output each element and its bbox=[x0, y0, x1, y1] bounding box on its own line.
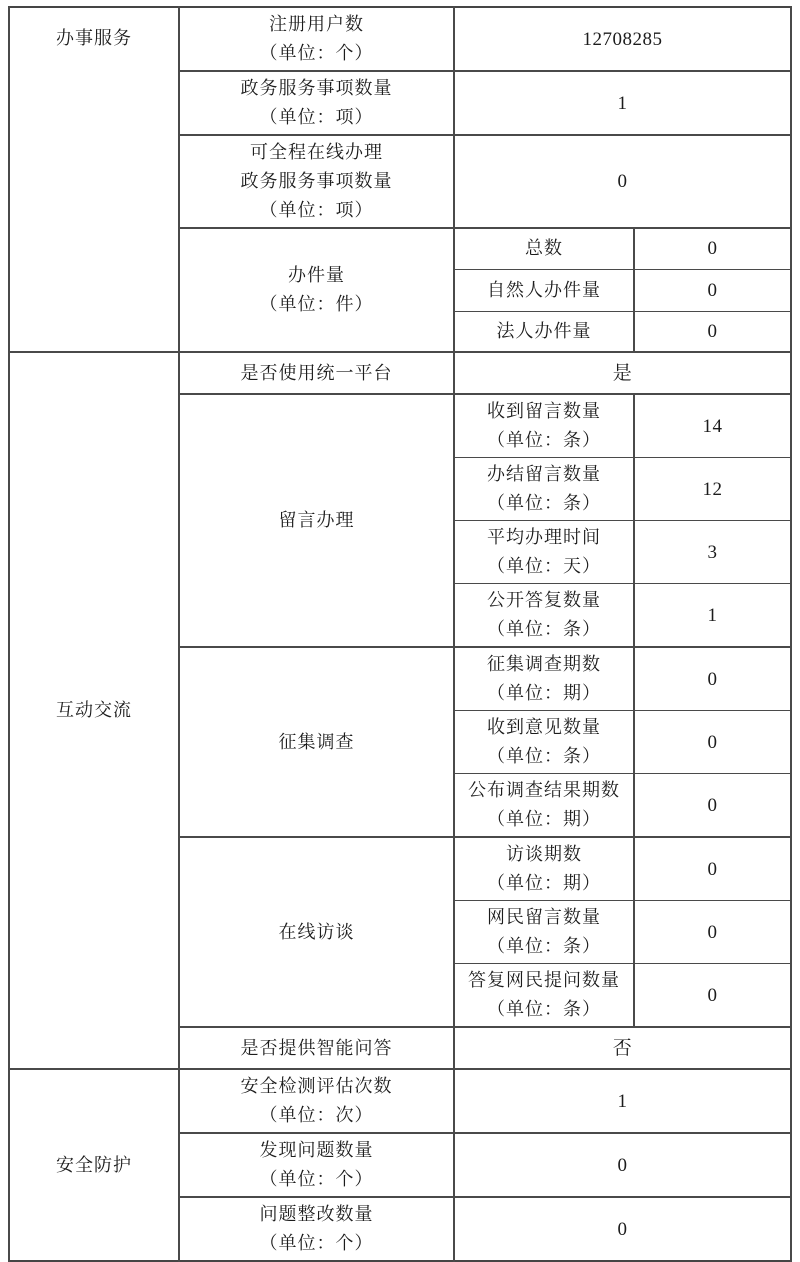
group-label: 征集调查 bbox=[278, 731, 355, 752]
metric-value-cell bbox=[634, 394, 791, 458]
metric-label: 发现问题数量 bbox=[259, 1140, 374, 1160]
metric-value-cell bbox=[454, 7, 791, 71]
metric-value: 0 bbox=[617, 1218, 628, 1240]
section-label-cell bbox=[9, 1069, 179, 1261]
metric-label-cell bbox=[454, 901, 634, 964]
metric-unit: （单位：期） bbox=[487, 809, 601, 829]
metric-label-line2: 政务服务事项数量 bbox=[240, 171, 393, 191]
metric-value-cell bbox=[454, 71, 791, 135]
group-label: 在线访谈 bbox=[278, 921, 355, 942]
metric-label: 网民留言数量 bbox=[487, 907, 601, 927]
metric-label: 是否提供智能问答 bbox=[240, 1037, 393, 1058]
metric-value-cell bbox=[454, 352, 791, 394]
metric-label: 访谈期数 bbox=[506, 844, 582, 864]
metric-unit: （单位：条） bbox=[487, 493, 601, 513]
group-label-cell bbox=[179, 394, 454, 647]
metric-unit: （单位：条） bbox=[487, 999, 601, 1019]
metric-label: 公布调查结果期数 bbox=[468, 780, 620, 800]
metric-label: 自然人办件量 bbox=[487, 279, 601, 300]
metric-value: 0 bbox=[707, 279, 718, 301]
metric-label-cell bbox=[179, 71, 454, 135]
metric-label-cell bbox=[179, 7, 454, 71]
metric-value-cell bbox=[634, 269, 791, 311]
metric-label-cell bbox=[179, 1027, 454, 1069]
metric-label-cell bbox=[454, 458, 634, 521]
metric-label-cell bbox=[179, 135, 454, 228]
metric-unit: （单位：条） bbox=[487, 430, 601, 450]
metric-value-cell bbox=[454, 135, 791, 228]
metric-label-cell bbox=[454, 774, 634, 838]
metric-unit: （单位：项） bbox=[259, 107, 374, 127]
metric-value-cell bbox=[634, 647, 791, 711]
annual-report-table bbox=[8, 6, 792, 1262]
metric-unit: （单位：条） bbox=[487, 746, 601, 766]
metric-value-cell bbox=[634, 901, 791, 964]
metric-value: 14 bbox=[702, 415, 723, 437]
metric-value: 0 bbox=[707, 320, 718, 342]
group-unit: （单位：件） bbox=[259, 294, 374, 314]
metric-value-cell bbox=[634, 521, 791, 584]
section-label: 互动交流 bbox=[56, 700, 132, 720]
metric-value: 0 bbox=[707, 921, 718, 943]
metric-label-cell bbox=[179, 352, 454, 394]
metric-value: 1 bbox=[617, 92, 628, 114]
metric-label: 办结留言数量 bbox=[487, 464, 601, 484]
metric-value: 0 bbox=[617, 171, 628, 192]
metric-label: 答复网民提问数量 bbox=[468, 970, 620, 990]
metric-label-cell bbox=[454, 228, 634, 269]
metric-value-cell bbox=[454, 1133, 791, 1197]
metric-label: 问题整改数量 bbox=[259, 1204, 374, 1224]
metric-value-cell bbox=[634, 711, 791, 774]
metric-label-cell bbox=[454, 394, 634, 458]
metric-value-cell bbox=[634, 458, 791, 521]
metric-label: 是否使用统一平台 bbox=[240, 362, 393, 383]
metric-value: 0 bbox=[707, 731, 718, 753]
table-row bbox=[9, 1069, 791, 1133]
group-label-cell bbox=[179, 647, 454, 837]
metric-unit: （单位：天） bbox=[487, 556, 601, 576]
metric-value-cell bbox=[634, 311, 791, 352]
metric-unit: （单位：条） bbox=[487, 619, 601, 639]
section-label-cell bbox=[9, 7, 179, 352]
metric-value-cell bbox=[634, 584, 791, 648]
metric-unit: （单位：项） bbox=[259, 200, 374, 220]
metric-value: 12 bbox=[702, 478, 723, 500]
metric-value: 1 bbox=[617, 1090, 628, 1112]
metric-label-cell bbox=[179, 1069, 454, 1133]
metric-unit: （单位：期） bbox=[487, 873, 601, 893]
metric-label: 收到留言数量 bbox=[487, 401, 601, 421]
group-label-cell bbox=[179, 228, 454, 352]
metric-unit: （单位：次） bbox=[259, 1105, 374, 1125]
table-row bbox=[9, 7, 791, 71]
metric-unit: （单位：期） bbox=[487, 683, 601, 703]
metric-unit: （单位：个） bbox=[259, 1233, 374, 1253]
metric-label: 征集调查期数 bbox=[487, 654, 601, 674]
metric-label-cell bbox=[454, 269, 634, 311]
metric-value: 0 bbox=[707, 858, 718, 880]
metric-value: 是 bbox=[612, 362, 633, 384]
metric-value: 否 bbox=[612, 1037, 633, 1059]
table-row bbox=[9, 352, 791, 394]
metric-unit: （单位：个） bbox=[259, 43, 374, 63]
metric-value: 12708285 bbox=[582, 28, 663, 50]
metric-label-cell bbox=[454, 647, 634, 711]
section-label-cell bbox=[9, 352, 179, 1069]
metric-value-cell bbox=[634, 837, 791, 901]
metric-value: 0 bbox=[707, 238, 718, 260]
metric-label: 安全检测评估次数 bbox=[240, 1076, 393, 1096]
metric-label: 可全程在线办理 bbox=[250, 142, 383, 162]
metric-value-cell bbox=[454, 1027, 791, 1069]
metric-value-cell bbox=[634, 228, 791, 269]
metric-label: 收到意见数量 bbox=[487, 717, 601, 737]
metric-value: 0 bbox=[617, 1154, 628, 1176]
metric-value-cell bbox=[634, 964, 791, 1028]
metric-label-cell bbox=[454, 311, 634, 352]
metric-value: 3 bbox=[707, 541, 718, 563]
metric-unit: （单位：个） bbox=[259, 1169, 374, 1189]
metric-label-cell bbox=[454, 837, 634, 901]
section-label: 办事服务 bbox=[56, 28, 132, 48]
metric-label: 法人办件量 bbox=[496, 320, 592, 341]
metric-value: 1 bbox=[707, 604, 718, 626]
metric-value: 0 bbox=[707, 668, 718, 690]
metric-label: 平均办理时间 bbox=[487, 527, 601, 547]
metric-value: 0 bbox=[707, 794, 718, 816]
metric-value-cell bbox=[454, 1197, 791, 1261]
metric-label-cell bbox=[179, 1197, 454, 1261]
group-label-cell bbox=[179, 837, 454, 1027]
group-label: 办件量 bbox=[288, 265, 345, 285]
metric-label-cell bbox=[454, 521, 634, 584]
metric-label-cell bbox=[454, 964, 634, 1028]
metric-label: 政务服务事项数量 bbox=[240, 78, 393, 98]
metric-label: 注册用户数 bbox=[269, 14, 364, 34]
metric-label-cell bbox=[179, 1133, 454, 1197]
metric-label-cell bbox=[454, 584, 634, 648]
metric-unit: （单位：条） bbox=[487, 936, 601, 956]
metric-value-cell bbox=[454, 1069, 791, 1133]
section-label: 安全防护 bbox=[56, 1154, 132, 1175]
metric-label: 总数 bbox=[525, 238, 563, 259]
group-label: 留言办理 bbox=[278, 510, 355, 530]
metric-value: 0 bbox=[707, 984, 718, 1006]
metric-value-cell bbox=[634, 774, 791, 838]
metric-label: 公开答复数量 bbox=[487, 590, 601, 610]
metric-label-cell bbox=[454, 711, 634, 774]
